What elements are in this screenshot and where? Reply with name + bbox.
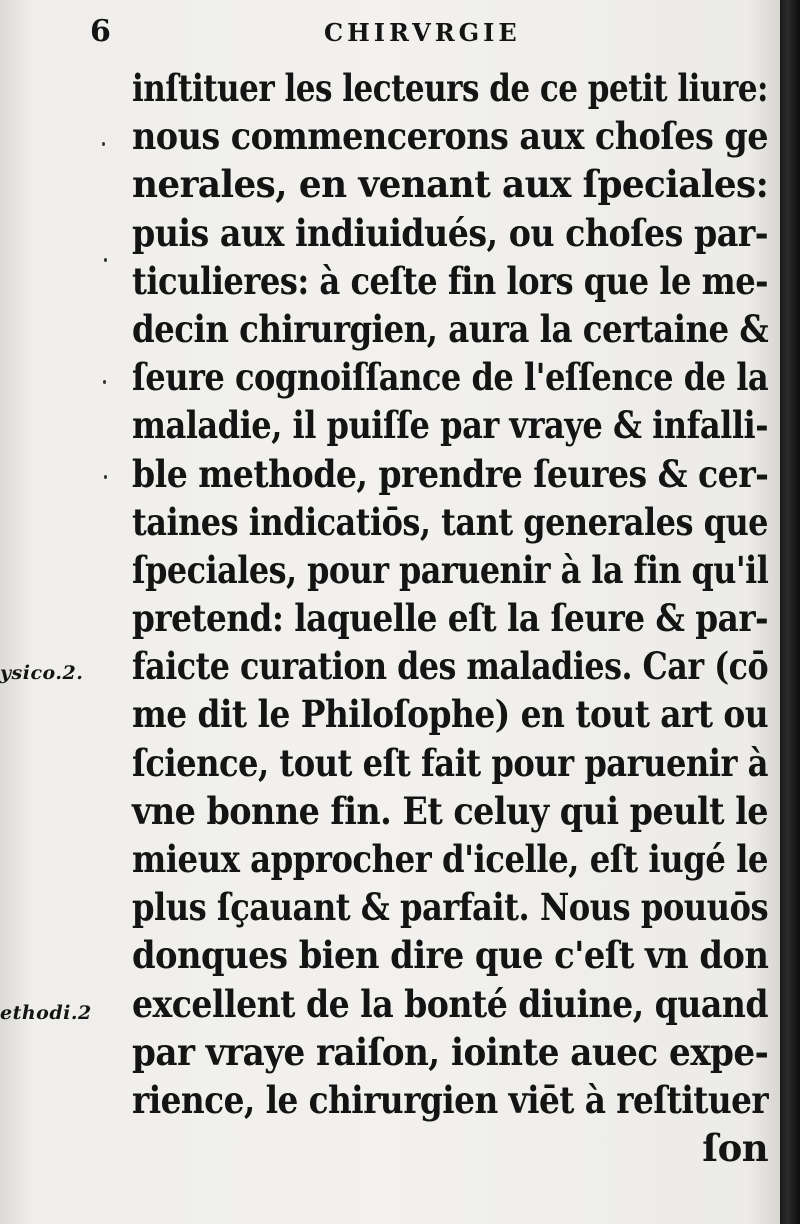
text-line: excellent de la bonté diuine, quand bbox=[132, 981, 768, 1026]
text-line: ſcience, tout eſt fait pour paruenir à bbox=[132, 740, 768, 785]
text-line: rience, le chirurgien viēt à reſtituer bbox=[132, 1077, 769, 1122]
text-line: vne bonne fin. Et celuy qui peult le bbox=[132, 788, 768, 833]
page-edge-shadow bbox=[780, 0, 800, 1224]
text-line: ble methode, prendre ſeures & cer- bbox=[132, 451, 769, 496]
text-line: inſtituer les lecteurs de ce petit liure: bbox=[132, 66, 768, 110]
margin-note-methodi: ethodi.2 bbox=[0, 1002, 92, 1024]
text-line: taines indicatiōs, tant generales que bbox=[132, 499, 768, 544]
running-head: CHIRVRGIE bbox=[324, 18, 521, 47]
text-line: maladie, il puiſſe par vraye & infalli- bbox=[132, 403, 768, 448]
text-line: par vraye raiſon, iointe auec expe- bbox=[132, 1029, 769, 1074]
text-line: pretend: laquelle eſt la ſeure & par- bbox=[132, 596, 769, 641]
text-line: mieux approcher d'icelle, eſt iugé le bbox=[132, 837, 768, 881]
text-line: faicte curation des maladies. Car (cō bbox=[132, 644, 769, 689]
text-line: plus ſçauant & parfait. Nous pouuōs bbox=[132, 885, 769, 930]
page-number: 6 bbox=[90, 14, 112, 49]
text-line: nerales, en venant aux ſpeciales: bbox=[132, 162, 769, 207]
text-line: puis aux indiuidués, ou choſes par- bbox=[132, 210, 768, 255]
body-text bbox=[132, 64, 768, 1172]
text-line: decin chirurgien, aura la certaine & bbox=[132, 306, 769, 351]
catchword: ſon bbox=[702, 1126, 768, 1171]
page-header bbox=[88, 14, 688, 54]
text-line: nous commencerons aux choſes ge bbox=[132, 114, 768, 159]
text-line: ticulieres: à ceſte fin lors que le me- bbox=[132, 258, 768, 303]
text-line: donques bien dire que c'eſt vn don bbox=[132, 933, 769, 978]
print-specks bbox=[100, 130, 110, 530]
text-line: ſeure cognoiſſance de l'eſſence de la bbox=[132, 355, 769, 400]
text-line: me dit le Philoſophe) en tout art ou bbox=[132, 692, 769, 737]
text-line: ſpeciales, pour paruenir à la fin qu'il bbox=[132, 547, 769, 592]
margin-note-physico: ysico.2. bbox=[0, 662, 84, 684]
